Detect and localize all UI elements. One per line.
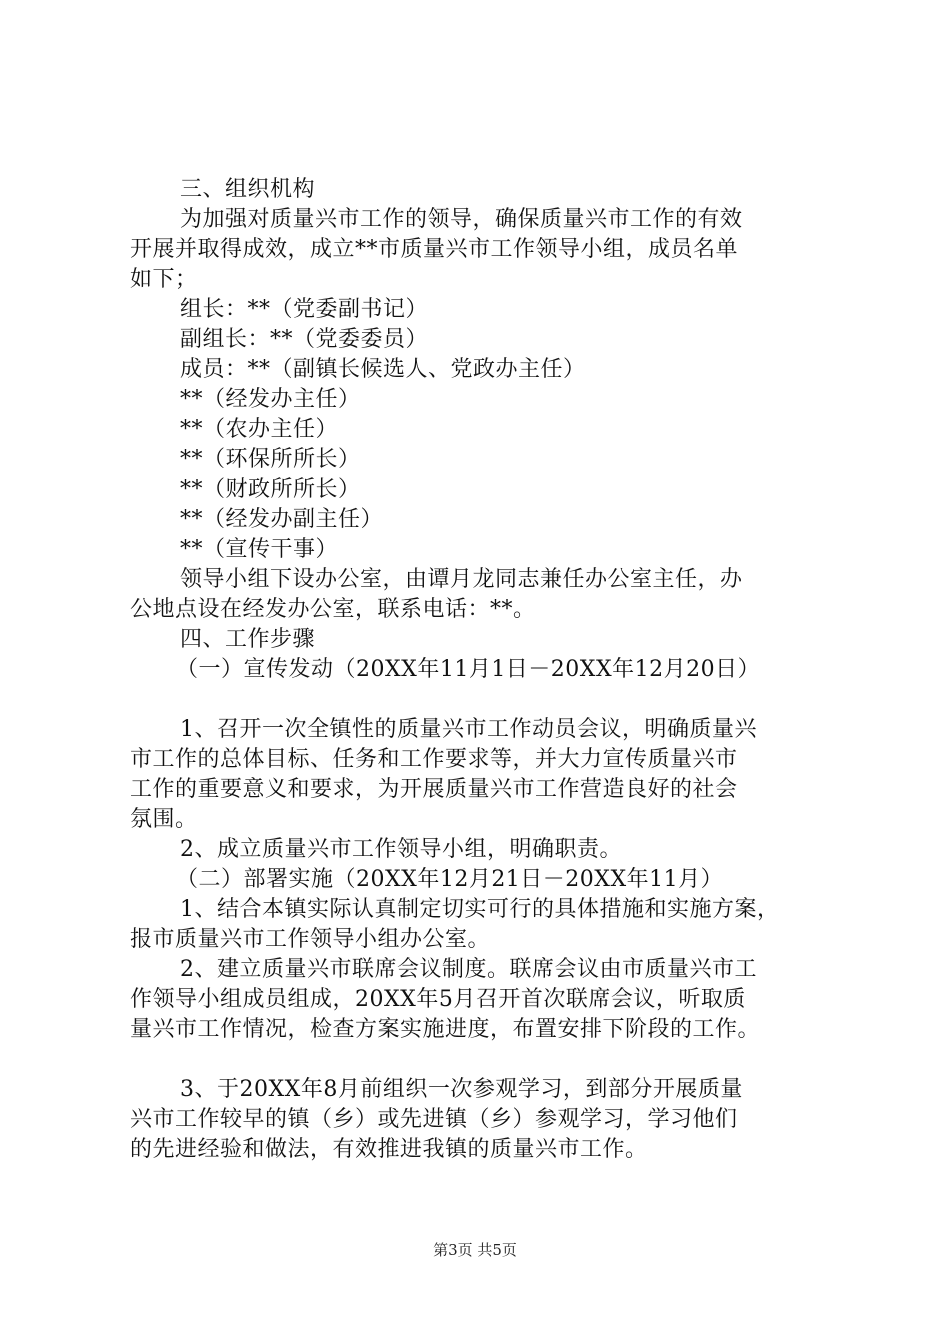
section-heading-steps: 四、工作步骤 <box>180 627 316 652</box>
member-line: **（经发办副主任） <box>180 507 384 532</box>
paragraph-line: 的先进经验和做法，有效推进我镇的质量兴市工作。 <box>130 1137 648 1162</box>
paragraph-line: 量兴市工作情况，检查方案实施进度，布置安排下阶段的工作。 <box>130 1017 761 1042</box>
page-number-footer: 第3页 共5页 <box>433 1241 517 1259</box>
member-line: 成员：**（副镇长候选人、党政办主任） <box>180 357 586 382</box>
subsection-heading: （一）宣传发动（20XX年11月1日－20XX年12月20日） <box>176 657 761 682</box>
member-line: **（宣传干事） <box>180 537 339 562</box>
paragraph-line: 市工作的总体目标、任务和工作要求等，并大力宣传质量兴市 <box>130 747 738 772</box>
document-body <box>130 175 830 1165</box>
subsection-heading: （二）部署实施（20XX年12月21日－20XX年11月） <box>176 867 724 892</box>
paragraph-line: 作领导小组成员组成，20XX年5月召开首次联席会议，听取质 <box>130 987 746 1012</box>
member-line: **（经发办主任） <box>180 387 361 412</box>
paragraph-line: 如下； <box>130 267 198 292</box>
member-line: **（财政所所长） <box>180 477 361 502</box>
paragraph-line: 1、召开一次全镇性的质量兴市工作动员会议，明确质量兴 <box>180 717 757 742</box>
paragraph-line: 工作的重要意义和要求，为开展质量兴市工作营造良好的社会 <box>130 777 738 802</box>
paragraph-line: 1、结合本镇实际认真制定切实可行的具体措施和实施方案， <box>180 897 780 922</box>
paragraph-line: 为加强对质量兴市工作的领导，确保质量兴市工作的有效 <box>180 207 743 232</box>
paragraph-line: 兴市工作较早的镇（乡）或先进镇（乡）参观学习，学习他们 <box>130 1107 738 1132</box>
paragraph-line: 报市质量兴市工作领导小组办公室。 <box>130 927 491 952</box>
paragraph-line: 领导小组下设办公室，由谭月龙同志兼任办公室主任，办 <box>180 567 743 592</box>
member-line: **（农办主任） <box>180 417 339 442</box>
member-line: **（环保所所长） <box>180 447 361 472</box>
member-line: 组长：**（党委副书记） <box>180 297 429 322</box>
section-heading-organization: 三、组织机构 <box>180 177 316 202</box>
paragraph-line: 2、成立质量兴市工作领导小组，明确职责。 <box>180 837 622 862</box>
blank-gap <box>130 685 830 715</box>
paragraph-line: 开展并取得成效，成立**市质量兴市工作领导小组，成员名单 <box>130 237 739 262</box>
blank-gap <box>130 1045 830 1075</box>
paragraph-line: 3、于20XX年8月前组织一次参观学习，到部分开展质量 <box>180 1077 743 1102</box>
paragraph-line: 2、建立质量兴市联席会议制度。联席会议由市质量兴市工 <box>180 957 757 982</box>
paragraph-line: 公地点设在经发办公室，联系电话：**。 <box>130 597 536 622</box>
paragraph-line: 氛围。 <box>130 807 198 832</box>
member-line: 副组长：**（党委委员） <box>180 327 429 352</box>
